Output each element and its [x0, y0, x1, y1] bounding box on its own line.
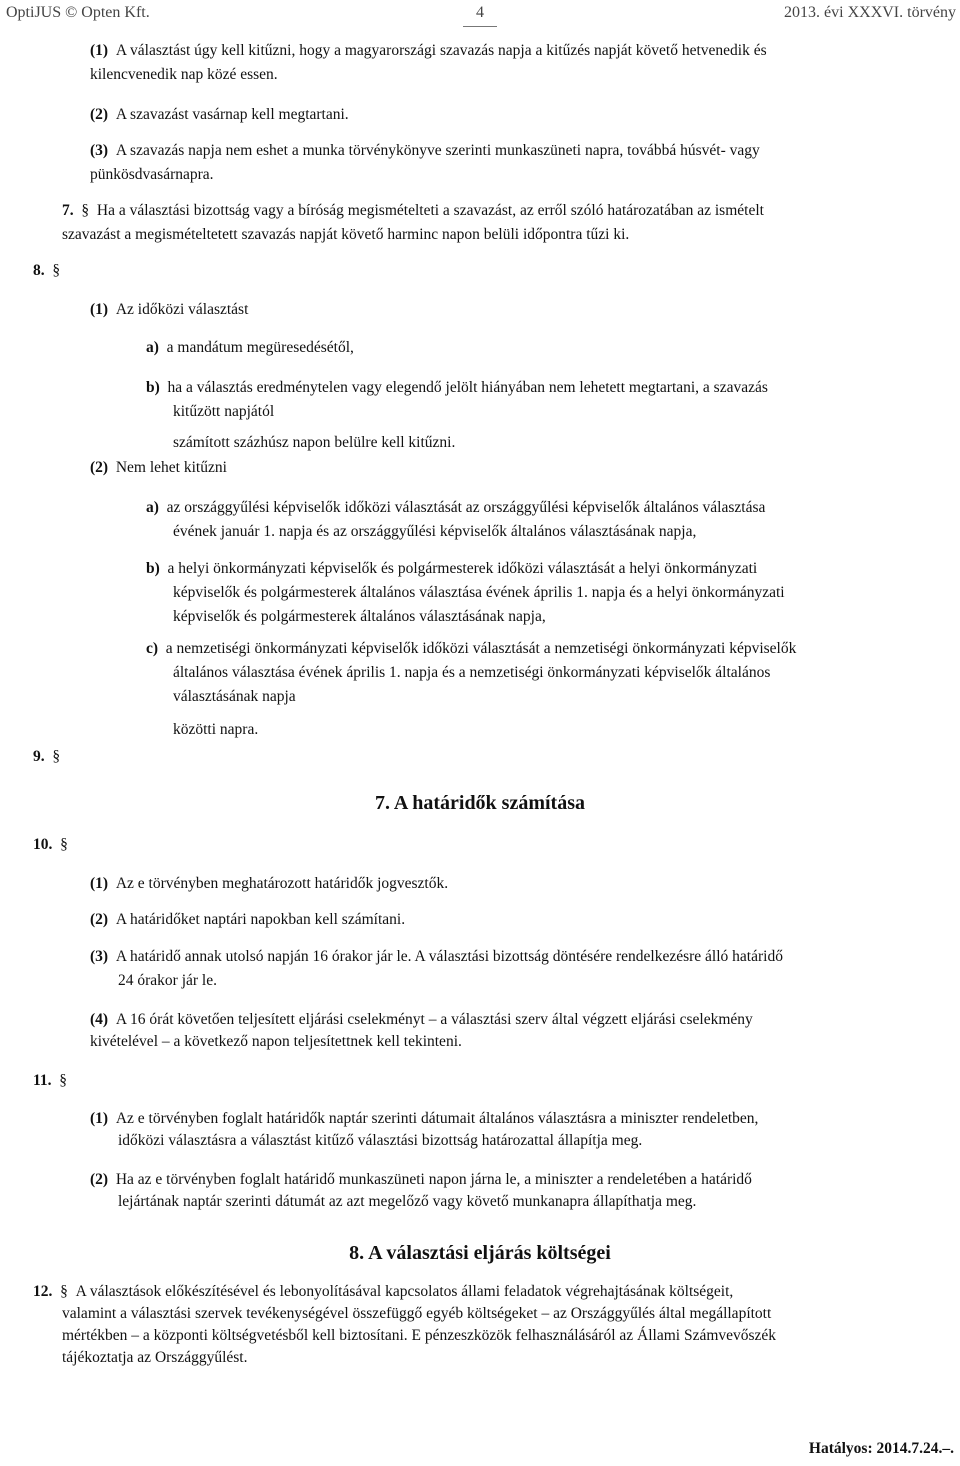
paragraph-sign: § [52, 748, 61, 765]
s9-point-c-line2: általános választása évének április 1. napja és a nemzetiségi önkormányzati képviselők általános [173, 664, 771, 681]
s7-line1: 7. § Ha a választási bizottság vagy a bíróság megismételteti a szavazást, az erről szóló határozatában az ismételt [62, 202, 764, 219]
s12-line2: valamint a választási szervek tevékenységével összefüggő egyéb költségeket – az Országgyűlés által megállapított [62, 1305, 772, 1322]
section-number: 9. [33, 748, 45, 765]
section-number: 10. [33, 836, 53, 853]
s10-p2: (2) A határidőket naptári napokban kell számítani. [90, 911, 406, 928]
section-number: 8. [33, 262, 45, 279]
s11-p2-line2: lejártának naptár szerinti dátumát az azt megelőző vagy követő munkanapra állapíthatja meg. [118, 1193, 697, 1210]
s9-point-b-line2: képviselők és polgármesterek általános választása évének április 1. napja és a helyi önkormányzati [173, 584, 785, 601]
s8-closing: számított százhúsz napon belülre kell kitűzni. [173, 434, 456, 451]
s12-line3: mértékben – a központi költségvetésből kell biztosítani. E pénzeszközök felhasználásáról az Állami Számvevőszék [62, 1327, 777, 1344]
s9-point-c-line3: választásának napja [173, 688, 296, 705]
chapter-8-heading: 8. A választási eljárás költségei [349, 1242, 611, 1264]
s9-point-b-line1: b) a helyi önkormányzati képviselők és polgármesterek időközi választását a helyi önkormányzati [146, 560, 758, 577]
s10-p3-line1: (3) A határidő annak utolsó napján 16 órakor jár le. A választási bizottság döntésére rendelkezésre álló határidő [90, 948, 783, 965]
s11-heading [33, 1069, 67, 1093]
s12-line4: tájékoztatja az Országgyűlést. [62, 1349, 248, 1366]
s10-heading [33, 833, 68, 857]
s11-p2-line1: (2) Ha az e törvényben foglalt határidő munkaszüneti napon járna le, a miniszter a rendeletében a határidő [90, 1171, 752, 1188]
s9-heading [33, 745, 60, 769]
paragraph-sign: § [60, 1283, 68, 1300]
paragraph-sign: § [81, 202, 90, 219]
s8-heading [33, 259, 60, 283]
s6-p2: (2) A szavazást vasárnap kell megtartani. [90, 106, 349, 123]
s10-p3-line2: 24 órakor jár le. [118, 972, 217, 989]
header-page-number: 4 [463, 0, 497, 27]
section-number: 7. [62, 202, 74, 219]
s6-p1-line1: (1) A választást úgy kell kitűzni, hogy a magyarországi szavazás napja a kitűzés napját követő hetvenedik és [90, 42, 767, 59]
section-number: 12. [33, 1283, 53, 1300]
s8-point-b-line2: kitűzött napjától [173, 403, 275, 420]
s9-point-b-line3: képviselők és polgármesterek általános választásának napja, [173, 608, 546, 625]
section-number: 11. [33, 1072, 52, 1089]
s6-p1-line2: kilencvenedik nap közé essen. [90, 66, 278, 83]
s11-p1-line1: (1) Az e törvényben foglalt határidők naptár szerinti dátumait általános választásra a miniszter rendeletben, [90, 1110, 759, 1127]
s8-point-a: a) a mandátum megüresedésétől, [146, 339, 354, 356]
paragraph-sign: § [60, 836, 68, 853]
s9-point-a-line2: évének január 1. napja és az országgyűlési képviselők általános választásának napja, [173, 523, 697, 540]
s9-point-a-line1: a) az országgyűlési képviselők időközi választását az országgyűlési képviselők általános választása [146, 499, 766, 516]
s9-closing: közötti napra. [173, 721, 259, 738]
s7-line2: szavazást a megismételtetett szavazás napját követő harminc napon belüli időpontra tűzi ki. [62, 226, 630, 243]
paragraph-sign: § [59, 1072, 68, 1089]
paragraph-sign: § [52, 262, 61, 279]
footer-effective-date: Hatályos: 2014.7.24.–. [808, 1440, 954, 1457]
s8-point-b-line1: b) ha a választás eredménytelen vagy elegendő jelölt hiányában nem lehetett megtartani, a szavazás [146, 379, 768, 396]
header-law-title: 2013. évi XXXVI. törvény [784, 4, 956, 21]
s10-p4-line2: kivételével – a következő napon teljesítettnek kell tekinteni. [90, 1033, 462, 1050]
s6-p3-line1: (3) A szavazás napja nem eshet a munka törvénykönyve szerinti munkaszüneti napra, továbbá húsvét- vagy [90, 142, 760, 159]
s9-p2: (2) Nem lehet kitűzni [90, 459, 227, 476]
s12-line1: 12. § A választások előkészítésével és lebonyolításával kapcsolatos állami feladatok végrehajtásának költségeit, [33, 1283, 734, 1300]
s6-p3-line2: pünkösdvasárnapra. [90, 166, 214, 183]
s8-p1: (1) Az időközi választást [90, 301, 249, 318]
chapter-7-heading: 7. A határidők számítása [374, 792, 586, 814]
header-publisher: OptiJUS © Opten Kft. [6, 4, 150, 21]
s9-point-c-line1: c) a nemzetiségi önkormányzati képviselők időközi választását a nemzetiségi önkormányzati képviselők [146, 640, 797, 657]
s10-p1: (1) Az e törvényben meghatározott határidők jogvesztők. [90, 875, 449, 892]
s10-p4-line1: (4) A 16 órát követően teljesített eljárási cselekményt – a választási szerv által végzett eljárási cselekmény [90, 1011, 753, 1028]
s11-p1-line2: időközi választásra a választást kitűző választási bizottság határozattal állapítja meg. [118, 1132, 643, 1149]
